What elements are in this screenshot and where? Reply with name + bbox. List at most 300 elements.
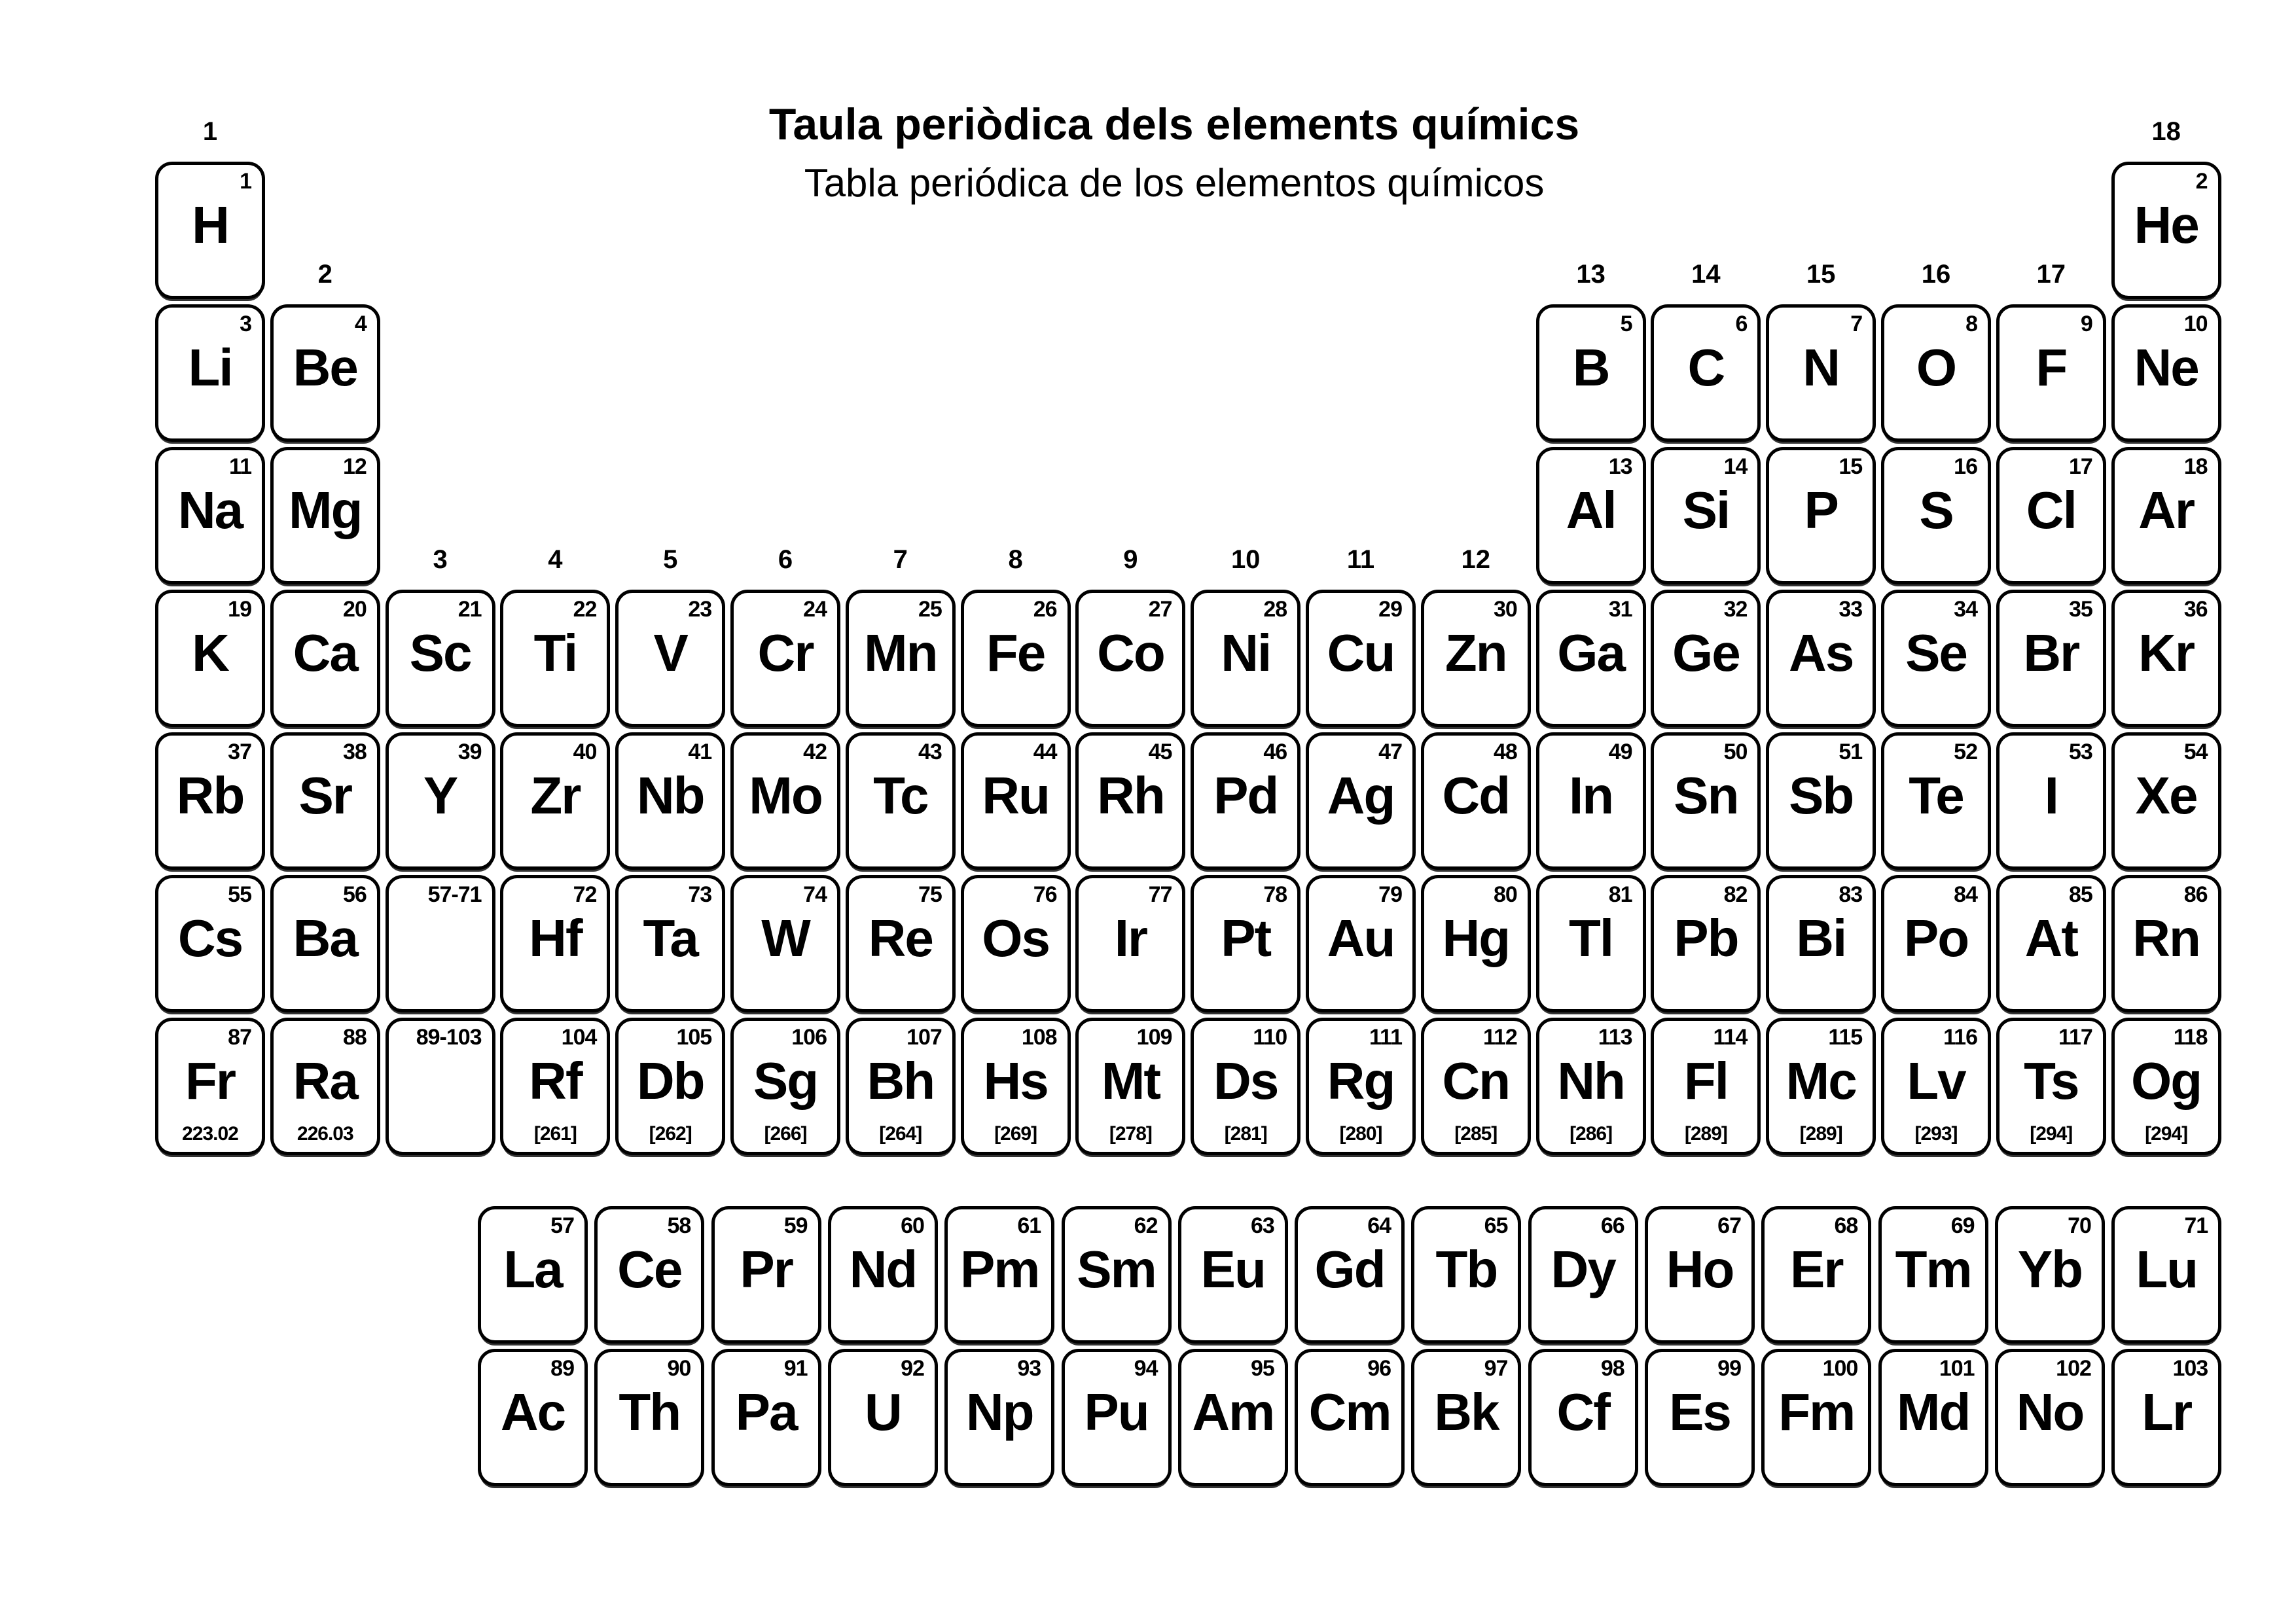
atomic-number: 44 bbox=[1033, 740, 1057, 764]
element-symbol: Sm bbox=[1077, 1240, 1156, 1298]
group-label-17: 17 bbox=[2036, 260, 2066, 289]
element-symbol: Th bbox=[619, 1383, 681, 1441]
atomic-number: 58 bbox=[667, 1213, 691, 1238]
element-cell-Fr bbox=[155, 1018, 265, 1155]
atomic-mass: [264] bbox=[879, 1123, 922, 1145]
element-symbol: Mt bbox=[1101, 1052, 1160, 1110]
element-cell-Sc bbox=[386, 590, 495, 727]
atomic-number: 94 bbox=[1134, 1356, 1158, 1381]
element-symbol: Hg bbox=[1442, 909, 1510, 967]
element-symbol: Cs bbox=[177, 909, 243, 967]
element-symbol: Ho bbox=[1666, 1240, 1734, 1298]
atomic-number: 30 bbox=[1493, 597, 1517, 622]
atomic-number: 104 bbox=[561, 1025, 597, 1050]
element-cell-No bbox=[1995, 1349, 2105, 1486]
atomic-number: 54 bbox=[2183, 740, 2208, 764]
element-cell-Th bbox=[594, 1349, 704, 1486]
element-cell-Pa bbox=[711, 1349, 821, 1486]
element-symbol: Cu bbox=[1327, 624, 1395, 682]
element-cell-Au bbox=[1306, 875, 1416, 1012]
element-symbol: Cf bbox=[1556, 1383, 1609, 1441]
atomic-number: 116 bbox=[1943, 1025, 1977, 1050]
group-label-11: 11 bbox=[1346, 545, 1375, 574]
atomic-number: 98 bbox=[1600, 1356, 1624, 1381]
element-cell-S bbox=[1881, 447, 1991, 584]
atomic-mass: 223.02 bbox=[182, 1123, 238, 1145]
atomic-number: 56 bbox=[342, 882, 367, 907]
element-symbol: Sn bbox=[1674, 766, 1738, 825]
atomic-number: 39 bbox=[457, 740, 482, 764]
group-label-4: 4 bbox=[548, 545, 563, 574]
element-cell-Cu bbox=[1306, 590, 1416, 727]
element-cell-Ta bbox=[615, 875, 725, 1012]
element-symbol: Cn bbox=[1442, 1052, 1510, 1110]
element-cell-Os bbox=[961, 875, 1071, 1012]
element-symbol: Lu bbox=[2136, 1240, 2198, 1298]
element-cell-Re bbox=[846, 875, 956, 1012]
element-symbol: As bbox=[1789, 624, 1854, 682]
element-symbol: Ar bbox=[2138, 481, 2195, 539]
element-symbol: Pa bbox=[735, 1383, 797, 1441]
element-symbol: La bbox=[503, 1240, 562, 1298]
element-cell-H bbox=[155, 162, 265, 299]
element-symbol: S bbox=[1919, 481, 1953, 539]
group-label-7: 7 bbox=[893, 545, 908, 574]
atomic-number: 51 bbox=[1839, 740, 1863, 764]
atomic-number: 77 bbox=[1148, 882, 1172, 907]
atomic-number: 97 bbox=[1484, 1356, 1508, 1381]
atomic-number: 46 bbox=[1263, 740, 1287, 764]
atomic-number: 105 bbox=[676, 1025, 712, 1050]
element-cell-Ge bbox=[1651, 590, 1761, 727]
element-cell-Ir bbox=[1075, 875, 1185, 1012]
group-label-5: 5 bbox=[663, 545, 678, 574]
atomic-number: 50 bbox=[1723, 740, 1748, 764]
atomic-number: 11 bbox=[229, 454, 251, 479]
atomic-number: 60 bbox=[901, 1213, 924, 1238]
element-symbol: V bbox=[653, 624, 687, 682]
element-symbol: Tc bbox=[873, 766, 928, 825]
element-symbol: Se bbox=[1905, 624, 1967, 682]
element-symbol: Cl bbox=[2026, 481, 2076, 539]
element-symbol: Mo bbox=[749, 766, 822, 825]
element-symbol: O bbox=[1916, 338, 1956, 397]
atomic-number: 110 bbox=[1253, 1025, 1287, 1050]
element-symbol: Yb bbox=[2017, 1240, 2082, 1298]
atomic-number: 12 bbox=[342, 454, 367, 479]
element-symbol: Ds bbox=[1213, 1052, 1278, 1110]
element-symbol: Pr bbox=[740, 1240, 793, 1298]
atomic-number: 29 bbox=[1378, 597, 1402, 622]
element-cell-Dy bbox=[1528, 1206, 1638, 1344]
element-cell-Am bbox=[1178, 1349, 1288, 1486]
element-symbol: Ta bbox=[643, 909, 698, 967]
atomic-number: 72 bbox=[573, 882, 597, 907]
element-cell-Mg bbox=[270, 447, 380, 584]
element-symbol: Sg bbox=[753, 1052, 818, 1110]
atomic-number: 96 bbox=[1367, 1356, 1391, 1381]
atomic-number: 23 bbox=[688, 597, 712, 622]
atomic-number: 18 bbox=[2183, 454, 2208, 479]
atomic-number: 78 bbox=[1263, 882, 1287, 907]
atomic-number: 8 bbox=[1965, 312, 1977, 336]
element-symbol: Mg bbox=[289, 481, 362, 539]
atomic-number: 111 bbox=[1369, 1025, 1402, 1050]
element-symbol: Te bbox=[1909, 766, 1964, 825]
element-symbol: Ag bbox=[1327, 766, 1395, 825]
element-symbol: C bbox=[1687, 338, 1725, 397]
element-cell-Kr bbox=[2111, 590, 2221, 727]
element-symbol: Am bbox=[1192, 1383, 1274, 1441]
element-symbol: Na bbox=[177, 481, 243, 539]
atomic-number: 73 bbox=[688, 882, 712, 907]
element-cell-Np bbox=[944, 1349, 1054, 1486]
group-label-9: 9 bbox=[1123, 545, 1138, 574]
element-cell-Li bbox=[155, 304, 265, 442]
element-cell-Be bbox=[270, 304, 380, 442]
element-symbol: Nd bbox=[849, 1240, 917, 1298]
element-cell-Te bbox=[1881, 732, 1991, 870]
group-label-18: 18 bbox=[2151, 117, 2181, 146]
element-cell-At bbox=[1996, 875, 2106, 1012]
element-cell-Es bbox=[1645, 1349, 1755, 1486]
element-cell-Bi bbox=[1766, 875, 1876, 1012]
atomic-number: 7 bbox=[1850, 312, 1863, 336]
atomic-number: 115 bbox=[1828, 1025, 1863, 1050]
atomic-number: 35 bbox=[2068, 597, 2092, 622]
element-cell-In bbox=[1536, 732, 1646, 870]
element-symbol: Ge bbox=[1672, 624, 1740, 682]
group-label-14: 14 bbox=[1691, 260, 1721, 289]
element-symbol: Lv bbox=[1907, 1052, 1965, 1110]
atomic-number: 1 bbox=[240, 169, 251, 194]
element-symbol: Ca bbox=[293, 624, 357, 682]
element-cell-Ts bbox=[1996, 1018, 2106, 1155]
group-label-2: 2 bbox=[317, 260, 332, 289]
element-symbol: Mn bbox=[864, 624, 937, 682]
element-symbol: Ir bbox=[1114, 909, 1147, 967]
atomic-number: 61 bbox=[1017, 1213, 1041, 1238]
element-symbol: Db bbox=[636, 1052, 704, 1110]
element-cell-Cm bbox=[1295, 1349, 1405, 1486]
element-cell-W bbox=[730, 875, 840, 1012]
placeholder-cell-57-71 bbox=[386, 875, 495, 1012]
atomic-number: 66 bbox=[1600, 1213, 1624, 1238]
element-symbol: Co bbox=[1097, 624, 1164, 682]
element-cell-Cs bbox=[155, 875, 265, 1012]
atomic-number: 82 bbox=[1723, 882, 1748, 907]
element-symbol: Np bbox=[965, 1383, 1033, 1441]
atomic-number: 57 bbox=[550, 1213, 574, 1238]
element-cell-Rn bbox=[2111, 875, 2221, 1012]
atomic-number: 45 bbox=[1148, 740, 1172, 764]
element-cell-Si bbox=[1651, 447, 1761, 584]
group-label-12: 12 bbox=[1461, 545, 1491, 574]
atomic-number: 19 bbox=[228, 597, 251, 622]
element-symbol: W bbox=[761, 909, 810, 967]
element-cell-Cf bbox=[1528, 1349, 1638, 1486]
atomic-mass: [262] bbox=[649, 1123, 692, 1145]
element-cell-Ho bbox=[1645, 1206, 1755, 1344]
atomic-mass: 226.03 bbox=[296, 1123, 353, 1145]
element-cell-Ti bbox=[500, 590, 610, 727]
atomic-number: 71 bbox=[2184, 1213, 2208, 1238]
element-cell-Tb bbox=[1411, 1206, 1521, 1344]
element-cell-Pd bbox=[1191, 732, 1300, 870]
element-cell-Ac bbox=[478, 1349, 588, 1486]
atomic-number: 10 bbox=[2183, 312, 2208, 336]
element-symbol: Hs bbox=[983, 1052, 1048, 1110]
element-symbol: Li bbox=[188, 338, 232, 397]
atomic-number: 13 bbox=[1608, 454, 1632, 479]
element-symbol: No bbox=[2016, 1383, 2084, 1441]
element-cell-U bbox=[828, 1349, 938, 1486]
element-symbol: Pm bbox=[960, 1240, 1039, 1298]
atomic-number: 81 bbox=[1608, 882, 1632, 907]
atomic-number: 63 bbox=[1250, 1213, 1274, 1238]
atomic-mass: [281] bbox=[1224, 1123, 1267, 1145]
atomic-number: 5 bbox=[1620, 312, 1632, 336]
element-symbol: Xe bbox=[2135, 766, 2197, 825]
atomic-number: 4 bbox=[354, 312, 367, 336]
element-symbol: Bk bbox=[1434, 1383, 1499, 1441]
element-cell-Ni bbox=[1191, 590, 1300, 727]
atomic-number: 36 bbox=[2183, 597, 2208, 622]
element-cell-Lr bbox=[2111, 1349, 2221, 1486]
element-cell-Md bbox=[1878, 1349, 1988, 1486]
element-cell-Tl bbox=[1536, 875, 1646, 1012]
element-symbol: Ts bbox=[2024, 1052, 2079, 1110]
element-cell-As bbox=[1766, 590, 1876, 727]
element-cell-N bbox=[1766, 304, 1876, 442]
element-symbol: Lr bbox=[2142, 1383, 2192, 1441]
element-cell-Rg bbox=[1306, 1018, 1416, 1155]
element-symbol: Zr bbox=[530, 766, 581, 825]
element-cell-Xe bbox=[2111, 732, 2221, 870]
element-cell-Fl bbox=[1651, 1018, 1761, 1155]
element-cell-Ag bbox=[1306, 732, 1416, 870]
atomic-number: 79 bbox=[1378, 882, 1402, 907]
element-cell-Na bbox=[155, 447, 265, 584]
atomic-number: 27 bbox=[1148, 597, 1172, 622]
element-symbol: Ru bbox=[982, 766, 1049, 825]
element-symbol: Nb bbox=[636, 766, 704, 825]
element-cell-Ga bbox=[1536, 590, 1646, 727]
atomic-number: 100 bbox=[1822, 1356, 1858, 1381]
element-cell-Ar bbox=[2111, 447, 2221, 584]
atomic-number: 92 bbox=[901, 1356, 924, 1381]
element-cell-Ra bbox=[270, 1018, 380, 1155]
element-cell-Tm bbox=[1878, 1206, 1988, 1344]
atomic-number: 67 bbox=[1717, 1213, 1741, 1238]
element-cell-F bbox=[1996, 304, 2106, 442]
placeholder-cell-89-103 bbox=[386, 1018, 495, 1155]
element-cell-C bbox=[1651, 304, 1761, 442]
atomic-mass: [266] bbox=[764, 1123, 807, 1145]
group-label-10: 10 bbox=[1230, 545, 1261, 574]
atomic-number: 76 bbox=[1033, 882, 1057, 907]
element-symbol: Gd bbox=[1314, 1240, 1385, 1298]
element-cell-Bh bbox=[846, 1018, 956, 1155]
atomic-number: 87 bbox=[228, 1025, 251, 1050]
atomic-number: 28 bbox=[1263, 597, 1287, 622]
element-cell-Pu bbox=[1062, 1349, 1172, 1486]
element-cell-Y bbox=[386, 732, 495, 870]
atomic-number: 22 bbox=[573, 597, 597, 622]
element-cell-Ds bbox=[1191, 1018, 1300, 1155]
atomic-number: 117 bbox=[2058, 1025, 2092, 1050]
element-symbol: Cm bbox=[1308, 1383, 1391, 1441]
element-symbol: Rb bbox=[176, 766, 244, 825]
atomic-number: 95 bbox=[1250, 1356, 1274, 1381]
atomic-number: 68 bbox=[1834, 1213, 1858, 1238]
atomic-number: 85 bbox=[2068, 882, 2092, 907]
element-cell-Pb bbox=[1651, 875, 1761, 1012]
element-cell-Og bbox=[2111, 1018, 2221, 1155]
element-symbol: Es bbox=[1669, 1383, 1731, 1441]
atomic-number: 33 bbox=[1839, 597, 1863, 622]
atomic-mass: [269] bbox=[994, 1123, 1037, 1145]
atomic-number: 106 bbox=[791, 1025, 827, 1050]
element-cell-Ba bbox=[270, 875, 380, 1012]
element-cell-He bbox=[2111, 162, 2221, 299]
element-symbol: Al bbox=[1566, 481, 1616, 539]
element-cell-Rf bbox=[500, 1018, 610, 1155]
atomic-number: 9 bbox=[2080, 312, 2092, 336]
atomic-mass: [261] bbox=[533, 1123, 577, 1145]
atomic-number: 49 bbox=[1608, 740, 1632, 764]
element-symbol: Nh bbox=[1557, 1052, 1624, 1110]
element-cell-Fm bbox=[1761, 1349, 1871, 1486]
element-symbol: Os bbox=[982, 909, 1049, 967]
atomic-mass: [294] bbox=[2030, 1123, 2073, 1145]
element-cell-La bbox=[478, 1206, 588, 1344]
element-symbol: Rh bbox=[1097, 766, 1164, 825]
element-symbol: Br bbox=[2023, 624, 2079, 682]
atomic-mass: [289] bbox=[1799, 1123, 1842, 1145]
atomic-number: 89 bbox=[550, 1356, 574, 1381]
atomic-number: 114 bbox=[1713, 1025, 1748, 1050]
atomic-number: 42 bbox=[803, 740, 827, 764]
atomic-number: 65 bbox=[1484, 1213, 1508, 1238]
atomic-number: 25 bbox=[918, 597, 942, 622]
group-label-15: 15 bbox=[1806, 260, 1836, 289]
element-symbol: Mc bbox=[1785, 1052, 1856, 1110]
element-cell-Pt bbox=[1191, 875, 1300, 1012]
atomic-number: 31 bbox=[1608, 597, 1632, 622]
atomic-number: 91 bbox=[783, 1356, 808, 1381]
element-cell-Sr bbox=[270, 732, 380, 870]
element-cell-Lv bbox=[1881, 1018, 1991, 1155]
atomic-number: 20 bbox=[342, 597, 367, 622]
atomic-number: 70 bbox=[2068, 1213, 2091, 1238]
atomic-number: 15 bbox=[1839, 454, 1863, 479]
element-symbol: Tm bbox=[1895, 1240, 1971, 1298]
element-symbol: Pb bbox=[1674, 909, 1738, 967]
element-symbol: Re bbox=[868, 909, 933, 967]
atomic-number: 6 bbox=[1735, 312, 1748, 336]
atomic-number: 86 bbox=[2183, 882, 2208, 907]
element-cell-Pm bbox=[944, 1206, 1054, 1344]
element-cell-Nh bbox=[1536, 1018, 1646, 1155]
atomic-number: 99 bbox=[1717, 1356, 1741, 1381]
atomic-number: 34 bbox=[1954, 597, 1977, 622]
atomic-number: 43 bbox=[918, 740, 942, 764]
element-cell-Al bbox=[1536, 447, 1646, 584]
element-cell-Ne bbox=[2111, 304, 2221, 442]
element-cell-Br bbox=[1996, 590, 2106, 727]
atomic-number: 2 bbox=[2195, 169, 2208, 194]
range-label: 89-103 bbox=[416, 1025, 482, 1050]
element-symbol: Tl bbox=[1569, 909, 1613, 967]
element-cell-Sn bbox=[1651, 732, 1761, 870]
element-symbol: U bbox=[865, 1383, 901, 1441]
element-cell-Rh bbox=[1075, 732, 1185, 870]
element-symbol: In bbox=[1569, 766, 1613, 825]
group-label-8: 8 bbox=[1008, 545, 1023, 574]
element-symbol: Ni bbox=[1221, 624, 1271, 682]
element-cell-O bbox=[1881, 304, 1991, 442]
element-cell-Nb bbox=[615, 732, 725, 870]
element-symbol: Ba bbox=[293, 909, 357, 967]
element-symbol: Si bbox=[1682, 481, 1730, 539]
atomic-number: 75 bbox=[918, 882, 942, 907]
element-cell-Mo bbox=[730, 732, 840, 870]
element-symbol: F bbox=[2036, 338, 2067, 397]
element-symbol: Rg bbox=[1327, 1052, 1395, 1110]
atomic-number: 55 bbox=[228, 882, 251, 907]
element-symbol: Hf bbox=[529, 909, 582, 967]
element-cell-Zn bbox=[1421, 590, 1531, 727]
atomic-number: 113 bbox=[1598, 1025, 1632, 1050]
atomic-number: 24 bbox=[803, 597, 827, 622]
element-symbol: Sr bbox=[298, 766, 352, 825]
range-label: 57-71 bbox=[427, 882, 482, 907]
group-label-16: 16 bbox=[1921, 260, 1951, 289]
element-cell-Mc bbox=[1766, 1018, 1876, 1155]
element-symbol: Pd bbox=[1213, 766, 1278, 825]
atomic-number: 37 bbox=[228, 740, 251, 764]
atomic-number: 59 bbox=[783, 1213, 808, 1238]
group-label-13: 13 bbox=[1576, 260, 1605, 289]
atomic-number: 26 bbox=[1033, 597, 1057, 622]
atomic-number: 90 bbox=[667, 1356, 691, 1381]
element-symbol: Pt bbox=[1221, 909, 1271, 967]
atomic-number: 107 bbox=[906, 1025, 942, 1050]
element-symbol: Cr bbox=[757, 624, 814, 682]
atomic-number: 3 bbox=[240, 312, 251, 336]
element-cell-Hf bbox=[500, 875, 610, 1012]
element-symbol: B bbox=[1572, 338, 1609, 397]
element-cell-Rb bbox=[155, 732, 265, 870]
element-symbol: Og bbox=[2131, 1052, 2202, 1110]
element-cell-B bbox=[1536, 304, 1646, 442]
element-symbol: Fl bbox=[1683, 1052, 1728, 1110]
element-cell-Nd bbox=[828, 1206, 938, 1344]
element-cell-Er bbox=[1761, 1206, 1871, 1344]
element-symbol: Dy bbox=[1551, 1240, 1615, 1298]
atomic-number: 74 bbox=[803, 882, 827, 907]
atomic-number: 16 bbox=[1954, 454, 1977, 479]
atomic-number: 112 bbox=[1482, 1025, 1517, 1050]
element-symbol: I bbox=[2044, 766, 2058, 825]
atomic-number: 38 bbox=[342, 740, 367, 764]
element-cell-Yb bbox=[1995, 1206, 2105, 1344]
element-cell-Cn bbox=[1421, 1018, 1531, 1155]
element-cell-Hg bbox=[1421, 875, 1531, 1012]
atomic-number: 14 bbox=[1723, 454, 1748, 479]
element-cell-Cd bbox=[1421, 732, 1531, 870]
